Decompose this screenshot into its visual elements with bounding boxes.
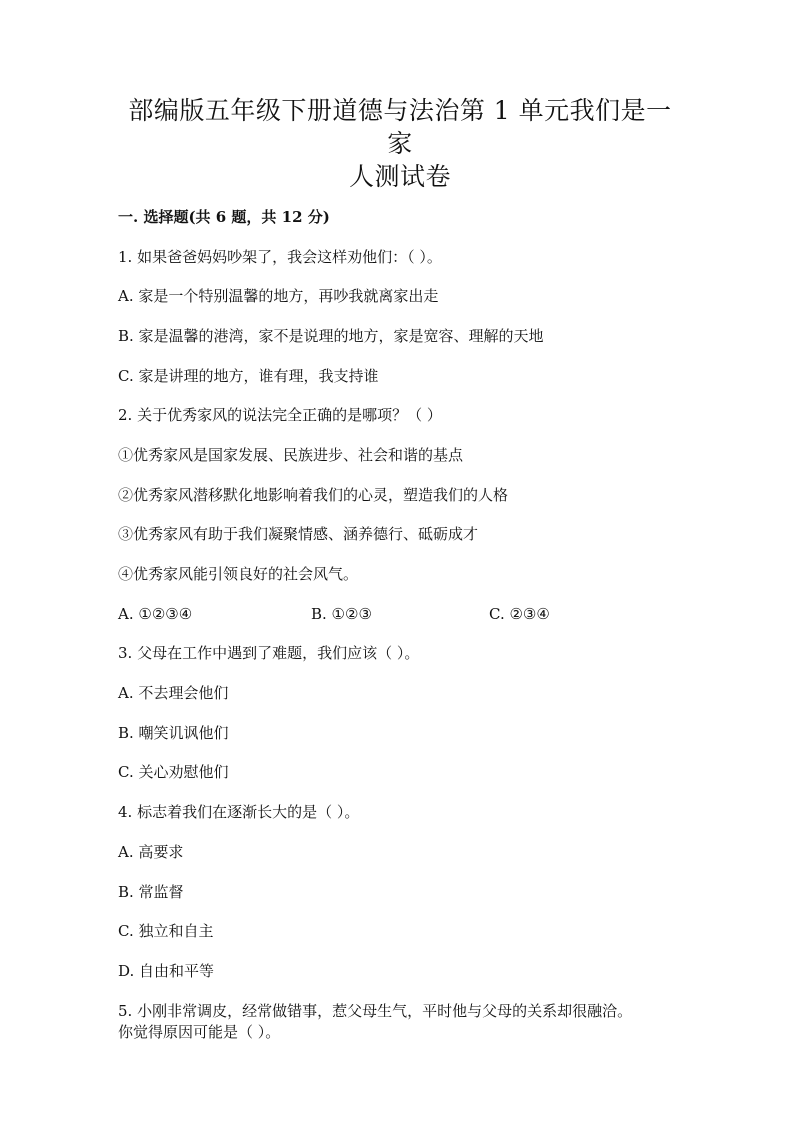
question-5-stem-line-2: 你觉得原因可能是（ ）。: [118, 1022, 281, 1041]
section-heading: 一. 选择题(共 6 题，共 12 分): [118, 208, 330, 226]
question-4-option-b: B. 常监督: [118, 882, 184, 901]
question-2-option-b: B. ①②③: [311, 604, 372, 623]
question-2-stem: 2. 关于优秀家风的说法完全正确的是哪项？（ ）: [118, 406, 442, 425]
question-2-options: [118, 604, 682, 624]
question-2-statement-4: ④优秀家风能引领良好的社会风气。: [118, 565, 359, 583]
question-3-option-b: B. 嘲笑讥讽他们: [118, 723, 229, 742]
question-3-option-c: C. 关心劝慰他们: [118, 763, 229, 782]
question-2-statement-1: ①优秀家风是国家发展、民族进步、社会和谐的基点: [118, 445, 464, 464]
question-3-option-a: A. 不去理会他们: [118, 684, 229, 703]
question-2-statement-3: ③优秀家风有助于我们凝聚情感、涵养德行、砥砺成才: [118, 525, 479, 544]
page-title-line-1: 部编版五年级下册道德与法治第 1 单元我们是一家: [128, 96, 672, 158]
question-4-option-a: A. 高要求: [118, 842, 184, 861]
page-title: [118, 94, 682, 193]
question-2-option-a: A. ①②③④: [118, 604, 193, 623]
question-5-stem-line-1: 5. 小刚非常调皮，经常做错事，惹父母生气，平时他与父母的关系却很融洽。: [118, 1001, 633, 1020]
question-4-option-d: D. 自由和平等: [118, 961, 215, 980]
question-1-option-c: C. 家是讲理的地方，谁有理，我支持谁: [118, 366, 379, 385]
question-1-option-b: B. 家是温馨的港湾，家不是说理的地方，家是宽容、理解的天地: [118, 326, 544, 345]
question-4-stem: 4. 标志着我们在逐渐长大的是（ ）。: [118, 803, 360, 822]
page-title-line-2: 人测试卷: [348, 162, 451, 191]
question-3-stem: 3. 父母在工作中遇到了难题，我们应该（ ）。: [118, 644, 420, 663]
question-1-option-a: A. 家是一个特别温馨的地方，再吵我就离家出走: [118, 287, 439, 306]
question-2-statement-2: ②优秀家风潜移默化地影响着我们的心灵，塑造我们的人格: [118, 485, 509, 504]
question-4-option-c: C. 独立和自主: [118, 922, 214, 941]
question-1-stem: 1. 如果爸爸妈妈吵架了，我会这样劝他们：（ ）。: [118, 247, 442, 266]
question-5-stem: [118, 1001, 678, 1043]
question-2-option-c: C. ②③④: [489, 604, 550, 623]
